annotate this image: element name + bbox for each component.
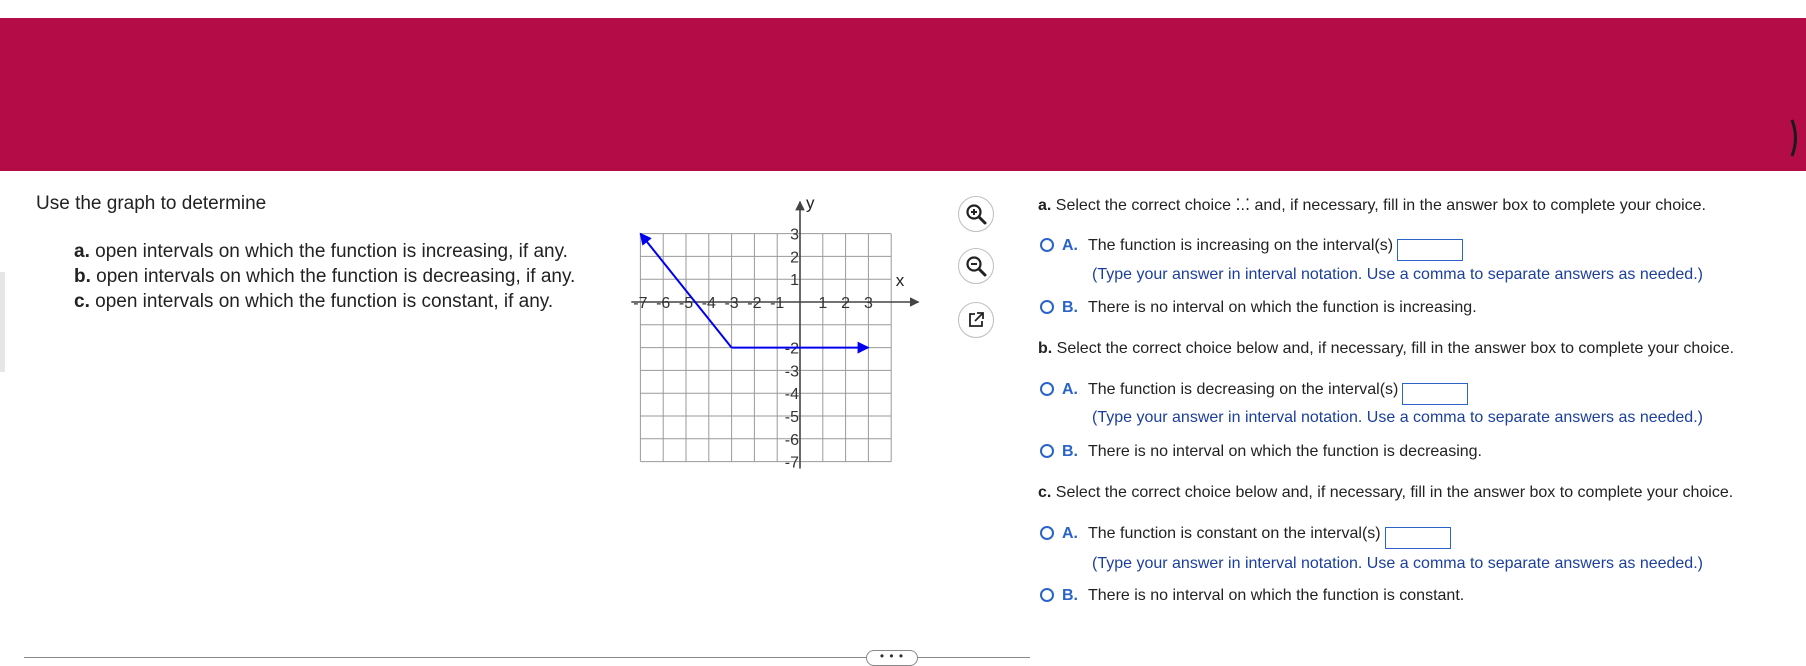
y-tick-label: 2 xyxy=(790,249,799,267)
option-letter: A. xyxy=(1062,237,1078,254)
radio-button[interactable] xyxy=(1040,382,1054,396)
left-scroll-gutter[interactable] xyxy=(0,272,5,372)
question-c-hint: (Type your answer in interval notation. Use a comma to separate answers as needed.) xyxy=(1092,555,1703,572)
part-letter: c. xyxy=(74,291,90,312)
part-letter: b. xyxy=(74,266,91,287)
question-b-hint: (Type your answer in interval notation. Use a comma to separate answers as needed.) xyxy=(1092,409,1703,426)
interval-answer-input[interactable] xyxy=(1397,239,1463,261)
question-prompt: Use the graph to determine xyxy=(36,193,267,214)
question-label: c. xyxy=(1038,484,1052,501)
header-banner xyxy=(0,18,1806,171)
y-tick-label: 1 xyxy=(790,272,799,290)
question-c-instruction xyxy=(1038,484,1733,502)
x-tick-label: -3 xyxy=(724,295,739,312)
y-tick-label: -4 xyxy=(784,386,799,404)
x-tick-label: 1 xyxy=(818,295,828,312)
question-label: a. xyxy=(1038,197,1052,214)
external-link-icon xyxy=(967,311,985,329)
part-b xyxy=(74,264,575,289)
question-b-option-a[interactable] xyxy=(1040,381,1468,405)
y-tick-label: -5 xyxy=(784,409,799,426)
question-parts xyxy=(74,239,575,314)
part-text: open intervals on which the function is constant, if any. xyxy=(95,291,554,312)
zoom-out-button[interactable] xyxy=(958,248,994,284)
question-a-instruction xyxy=(1038,195,1706,215)
y-axis-label: y xyxy=(806,193,815,213)
x-tick-label: -7 xyxy=(633,295,648,312)
x-tick-label: 2 xyxy=(841,295,851,312)
question-label: b. xyxy=(1038,340,1053,357)
zoom-in-button[interactable] xyxy=(958,196,994,232)
question-a-hint: (Type your answer in interval notation. Use a comma to separate answers as needed.) xyxy=(1092,266,1703,283)
question-b-instruction xyxy=(1038,340,1734,358)
instruction-text: Select the correct choice ⁚.⁚ and, if necessary, fill in the answer box to complete your choice. xyxy=(1055,197,1706,214)
x-tick-label: -4 xyxy=(701,295,716,312)
option-letter: B. xyxy=(1062,443,1078,460)
part-letter: a. xyxy=(74,241,90,262)
question-b-option-b[interactable] xyxy=(1040,443,1482,461)
radio-button[interactable] xyxy=(1040,238,1054,252)
part-text: open intervals on which the function is increasing, if any. xyxy=(95,241,568,262)
x-tick-label: 3 xyxy=(863,295,873,312)
more-options-button[interactable]: • • • xyxy=(866,650,918,666)
zoom-in-icon xyxy=(965,203,987,225)
option-text: There is no interval on which the function is constant. xyxy=(1088,587,1465,604)
x-tick-label: -1 xyxy=(770,295,785,312)
radio-button[interactable] xyxy=(1040,444,1054,458)
question-c-option-b[interactable] xyxy=(1040,587,1464,605)
zoom-out-icon xyxy=(965,255,987,277)
option-letter: B. xyxy=(1062,299,1078,316)
option-text: There is no interval on which the function is increasing. xyxy=(1088,299,1477,316)
option-text: The function is constant on the interval(s) xyxy=(1088,525,1381,542)
radio-button[interactable] xyxy=(1040,588,1054,602)
y-tick-label: 3 xyxy=(790,226,799,244)
option-letter: B. xyxy=(1062,587,1078,604)
x-axis-label: x xyxy=(895,271,905,291)
question-a-option-b[interactable] xyxy=(1040,299,1477,317)
y-tick-label: -6 xyxy=(784,431,799,449)
function-graph xyxy=(633,193,945,472)
y-tick-label: -2 xyxy=(784,340,799,358)
collapse-handle-icon[interactable] xyxy=(1790,118,1800,158)
x-tick-label: -2 xyxy=(747,295,762,312)
instruction-text: Select the correct choice below and, if necessary, fill in the answer box to complete your choice. xyxy=(1055,484,1734,501)
instruction-text: Select the correct choice below and, if necessary, fill in the answer box to complete your choice. xyxy=(1056,340,1735,357)
y-tick-label: -3 xyxy=(784,363,799,381)
interval-answer-input[interactable] xyxy=(1402,383,1468,405)
top-strip xyxy=(0,0,1806,18)
part-a xyxy=(74,239,575,264)
part-text: open intervals on which the function is decreasing, if any. xyxy=(96,266,576,287)
part-c xyxy=(74,289,575,314)
option-letter: A. xyxy=(1062,525,1078,542)
option-text: The function is increasing on the interval(s) xyxy=(1088,237,1394,254)
popout-button[interactable] xyxy=(958,302,994,338)
option-letter: A. xyxy=(1062,381,1078,398)
question-a-option-a[interactable] xyxy=(1040,237,1463,261)
option-text: There is no interval on which the function is decreasing. xyxy=(1088,443,1482,460)
option-text: The function is decreasing on the interval(s) xyxy=(1088,381,1399,398)
radio-button[interactable] xyxy=(1040,300,1054,314)
radio-button[interactable] xyxy=(1040,526,1054,540)
question-c-option-a[interactable] xyxy=(1040,525,1451,549)
x-tick-label: -5 xyxy=(678,295,694,312)
interval-answer-input[interactable] xyxy=(1385,527,1451,549)
y-tick-label: -7 xyxy=(784,454,799,472)
x-tick-label: -6 xyxy=(656,295,671,312)
